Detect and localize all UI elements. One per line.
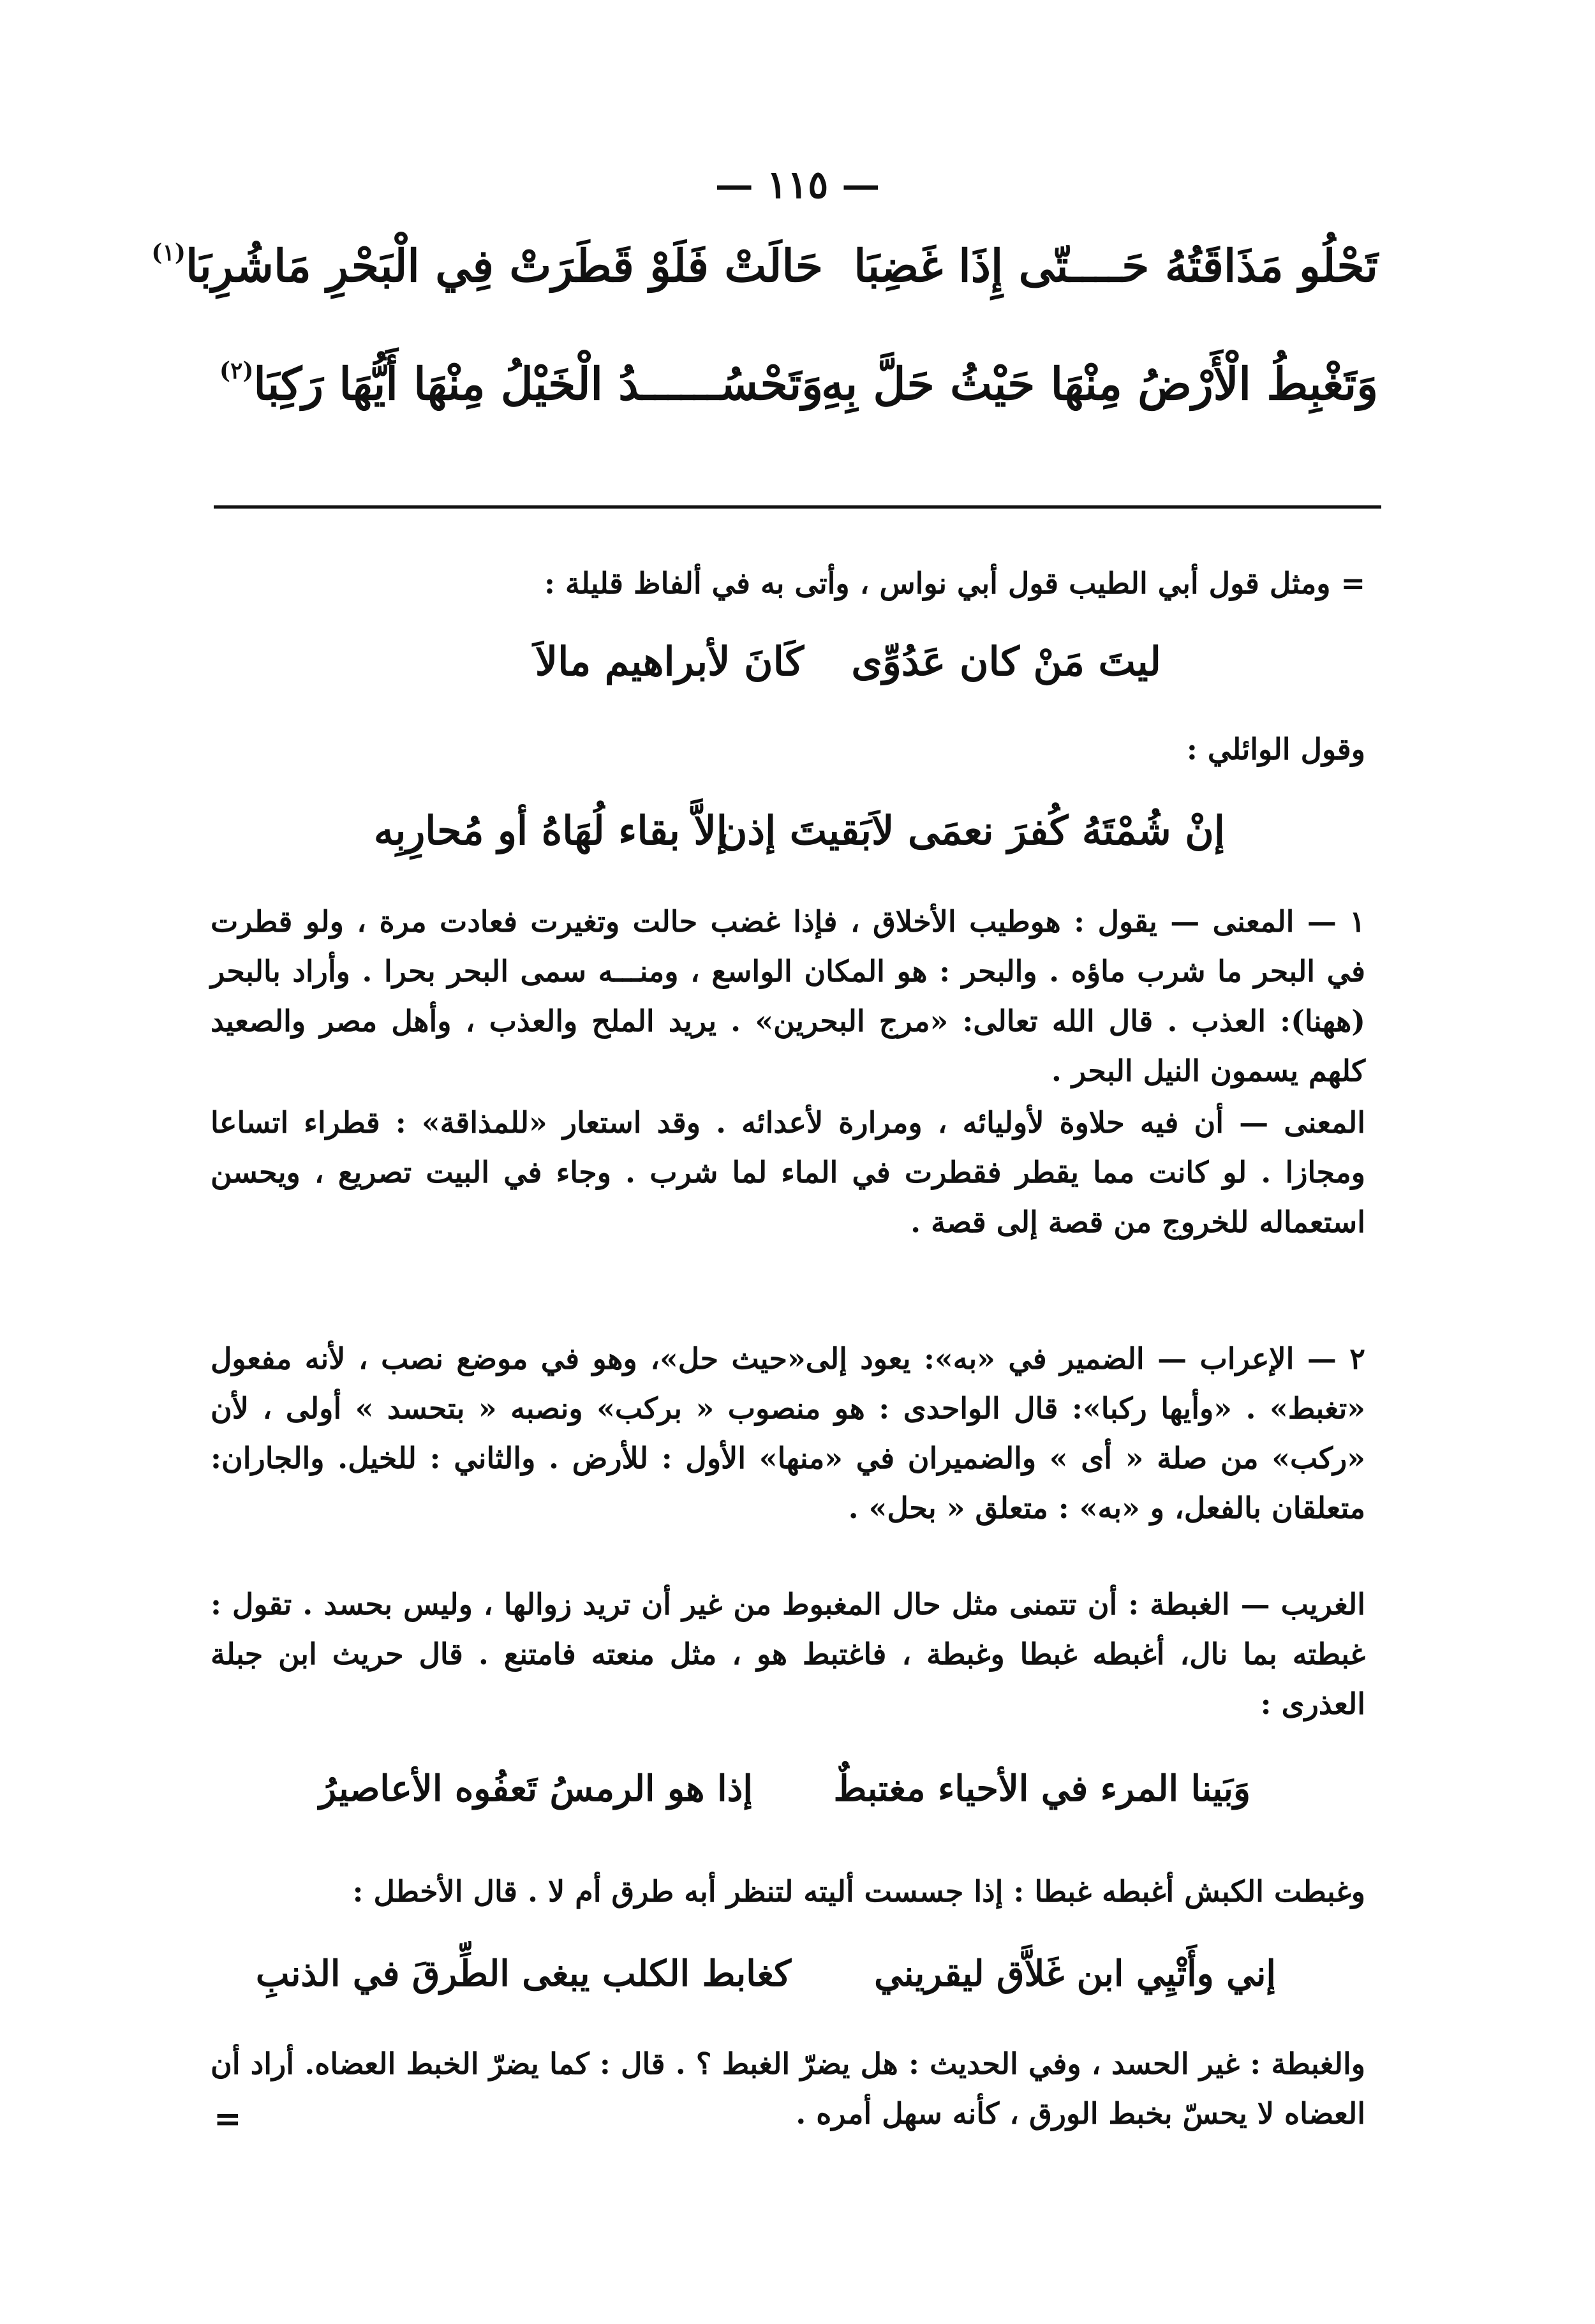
verse-1-first-hemistich: تَحْلُو مَذَاقَتُهُ حَــــتّى إِذَا غَضِبَا [854,239,1378,292]
waili-second-hemistich: إلاَّ بقاء لُهَاهُ أو مُحارِبِه [373,807,727,854]
hurayth-second-hemistich: إذا هو الرمسُ تَعفُوه الأعاصيرُ [319,1768,753,1810]
note-kabsh: وغبطت الكبش أغبطه غبطا : إذا جسست أليته لتنظر أبه طرق أم لا . قال الأخطل : [352,1874,1365,1909]
page-number: — ١١٥ — [715,163,880,207]
verse-abu-nuwas [535,638,1161,685]
note-1-meaning-2: المعنى — أن فيه حلاوة لأوليائه ، ومرارة لأعدائه . وقد استعار «للمذاقة» : قطراء اتساعا ومجازا . لو كانت مما يقطر فقطرت في الماء لما شرب . وجاء في البيت تصريع ، ويحسن استعماله للخروج من قصة إلى قصة . [211,1105,1365,1239]
footnote-divider [214,505,1381,509]
akhtal-first-hemistich: إني وأَتْيِي ابن غَلاَّق ليقريني [874,1953,1276,1995]
hurayth-first-hemistich: وَبَينا المرء في الأحياء مغتبطٌ [833,1768,1250,1810]
footnote-ref-2: (٢) [219,357,254,384]
nuwas-first-hemistich: ليتَ مَنْ كان عَدُوِّى [851,638,1161,685]
continuation-mark: = [214,2099,242,2138]
intro-line: = ومثل قول أبي الطيب قول أبي نواس ، وأتى به في ألفاظ قليلة : [544,566,1365,600]
verse-hurayth [319,1768,1250,1810]
akhtal-second-hemistich: كغابط الكلب يبغى الطِّرقَ في الذنبِ [255,1953,791,1995]
note-hadith: والغبطة : غير الحسد ، وفي الحديث : هل يضرّ الغبط ؟ . قال : كما يضرّ الخبط العضاه. أراد أن العضاه لا يحسّ بخبط الورق ، كأنه سهل أمره . [211,2046,1365,2131]
waili-first-hemistich: إنْ شُمْتَهُ كُفرَ نعمَى لاَبَقيتَ إذن [718,807,1225,854]
nuwas-second-hemistich: كَانَ لأبراهيم مالاَ [535,638,804,685]
verse-waili [374,807,1225,854]
verse-1-second-hemistich: حَالَتْ فَلَوْ قَطَرَتْ فِي الْبَحْرِ مَاشُرِبَا [185,239,823,292]
note-1-meaning: ١ — المعنى — يقول : هوطيب الأخلاق ، فإذا غضب حالت وتغيرت فعادت مرة ، ولو قطرت في البحر ما شرب ماؤه . والبحر : هو المكان الواسع ، ومنـــه سمى البحر بحرا . وأراد بالبحر (ههنا): العذب . قال الله تعالى: «مرج البحرين» . يريد الملح والعذب ، وأهل مصر والصعيد كلهم يسمون النيل البحر . [211,904,1365,1088]
verse-2-first-hemistich: وَتَغْبِطُ الْأَرْضُ مِنْهَا حَيْثُ حَلَّ بِهِ [821,357,1378,410]
main-verse-2 [219,357,1378,410]
verse-2-second-hemistich: وَتَحْسُــــــدُ الْخَيْلُ مِنْهَا أَيُّهَا رَكِبَا [253,357,823,410]
note-2-grammar: ٢ — الإعراب — الضمير في «به»: يعود إلى«حيث حل»، وهو في موضع نصب ، لأنه مفعول «تغبط» . «وأيها ركبا»: قال الواحدى : هو منصوب « بركب» ونصبه « بتحسد » أولى ، لأن «ركب» من صلة « أى » والضميران في «منها» الأول : للأرض . والثاني : للخيل. والجاران: متعلقان بالفعل، و «به» : متعلق « بحل» . [211,1341,1365,1525]
waili-label: وقول الوائلي : [1186,732,1365,766]
main-verse-1 [151,239,1378,292]
verse-akhtal [256,1953,1276,1995]
note-2-lexicon: الغريب — الغبطة : أن تتمنى مثل حال المغبوط من غير أن تريد زوالها ، وليس بحسد . تقول : غبطته بما نال، أغبطه غبطا وغبطة ، فاغتبط هو ، مثل منعته فامتنع . قال حريث ابن جبلة العذرى : [211,1587,1366,1721]
footnote-ref-1: (١) [151,239,186,266]
